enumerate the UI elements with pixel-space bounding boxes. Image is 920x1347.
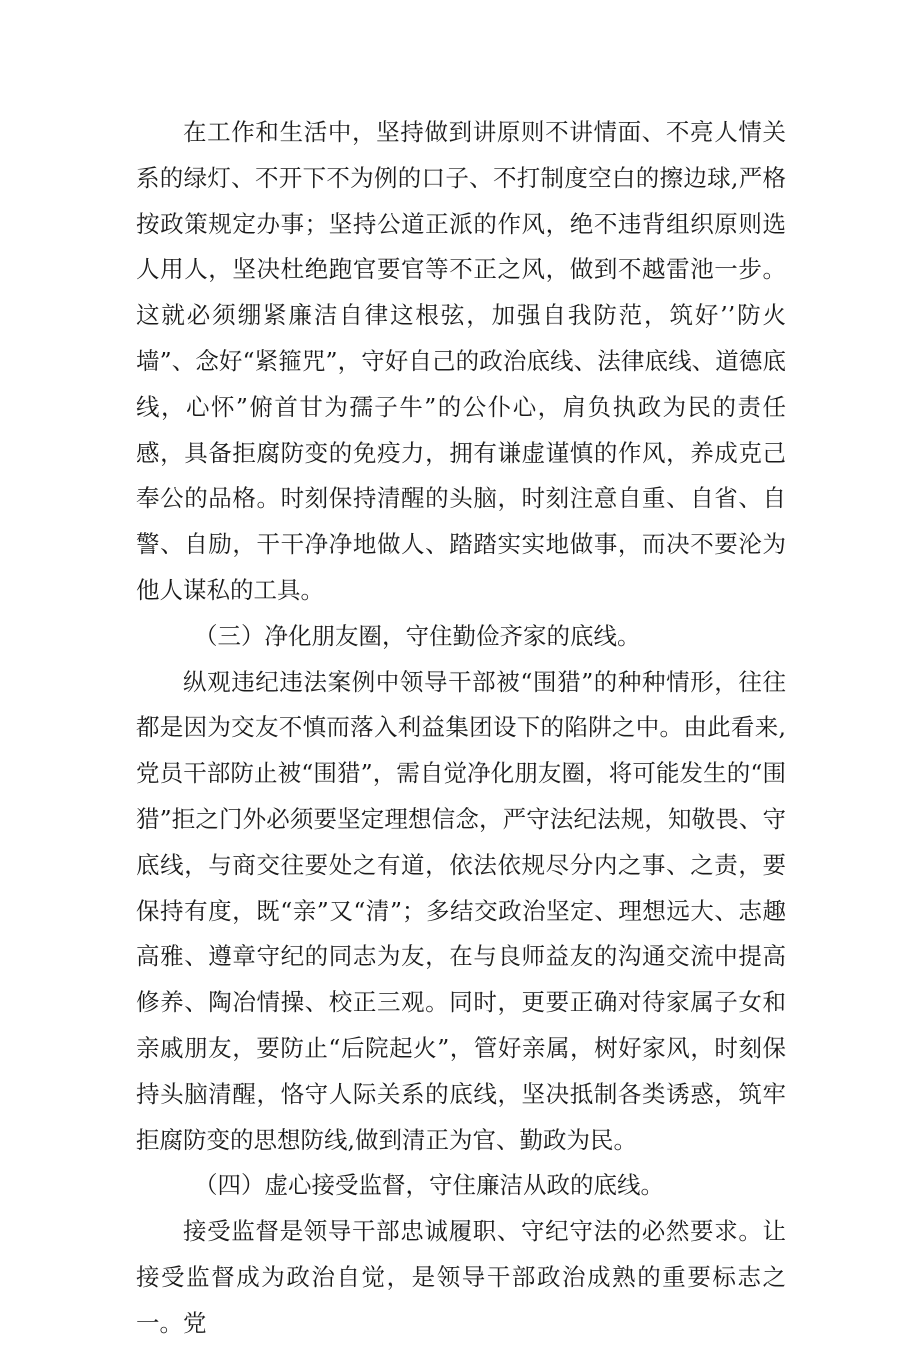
paragraph-accept-supervision: 接受监督是领导干部忠诚履职、守纪守法的必然要求。让接受监督成为政治自觉，是领导干部政治成熟的重要标志之一。党 <box>136 1217 786 1337</box>
section-heading-three: （三）净化朋友圈，守住勤俭齐家的底线。 <box>194 621 641 650</box>
section-heading-four: （四）虚心接受监督，守住廉洁从政的底线。 <box>194 1171 664 1200</box>
document-body <box>136 110 786 1347</box>
paragraph-integrity-principles: 在工作和生活中，坚持做到讲原则不讲情面、不亮人情关系的绿灯、不开下不为例的口子、不打制度空白的擦边球,严格按政策规定办事；坚持公道正派的作风，绝不违背组织原则选人用人，坚决杜绝跑官要官等不正之风，做到不越雷池一步。这就必须绷紧廉洁自律这根弦，加强自我防范，筑好’’防火墙”、念好“紧箍咒”，守好自己的政治底线、法律底线、道德底线，心怀”俯首甘为孺子牛”的公仆心，肩负执政为民的责任感，具备拒腐防变的免疫力，拥有谦虚谨慎的作风，养成克己奉公的品格。时刻保持清醒的头脑，时刻注意自重、自省、自警、自励，干干净净地做人、踏踏实实地做事，而决不要沦为他人谋私的工具。 <box>136 118 786 604</box>
paragraph-friend-circle: 纵观违纪违法案例中领导干部被“围猎”的种种情形，往往都是因为交友不慎而落入利益集团设下的陷阱之中。由此看来,党员干部防止被“围猎”，需自觉净化朋友圈，将可能发生的“围猎”拒之门外必须要坚定理想信念，严守法纪法规，知敬畏、守底线，与商交往要处之有道，依法依规尽分内之事、之责，要保持有度，既“亲”又“清”；多结交政治坚定、理想远大、志趣高雅、遵章守纪的同志为友，在与良师益友的沟通交流中提高修养、陶冶情操、校正三观。同时，更要正确对待家属子女和亲戚朋友，要防止“后院起火”，管好亲属，树好家风，时刻保持头脑清醒，恪守人际关系的底线，坚决抵制各类诱惑，筑牢拒腐防变的思想防线,做到清正为官、勤政为民。 <box>136 667 786 1154</box>
